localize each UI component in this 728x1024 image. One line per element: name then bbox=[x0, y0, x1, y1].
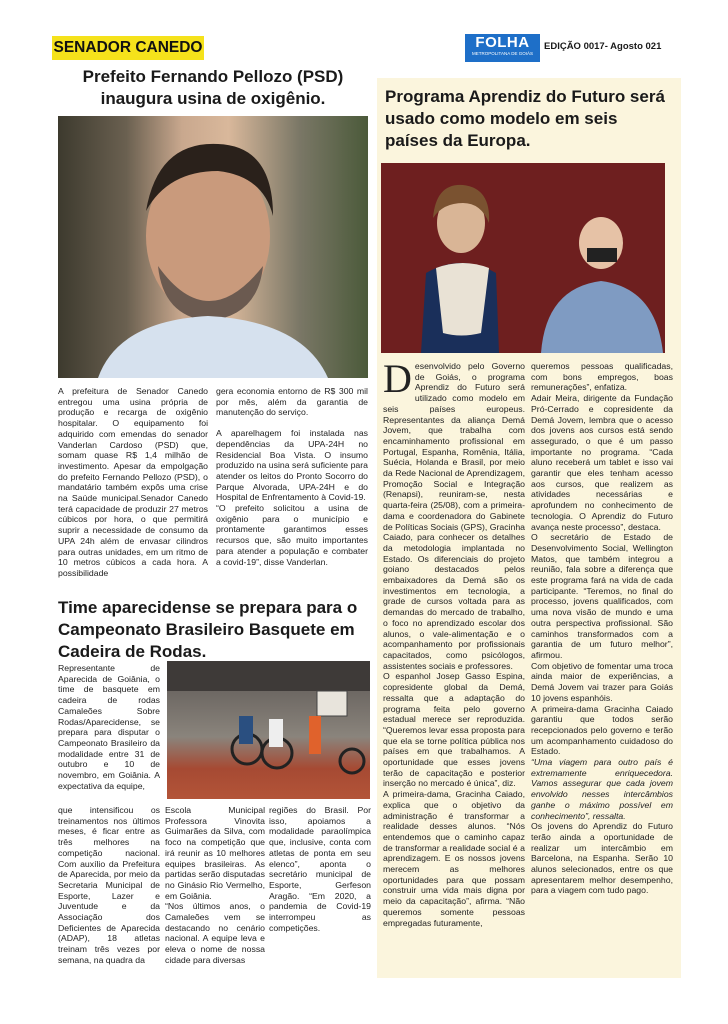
article1-photo-mayor bbox=[58, 116, 368, 378]
article3-paragraph: queremos pessoas qualificadas, com bons empregos, boas remunerações”, enfatiza. bbox=[531, 361, 673, 393]
article1-headline: Prefeito Fernando Pellozo (PSD) inaugura usina de oxigênio. bbox=[82, 67, 344, 108]
article3-paragraph bbox=[383, 356, 525, 671]
article1-paragraph: A prefeitura de Senador Canedo entregou uma usina própria de produção e recarga de oxigênio hospitalar. O equipamento foi adquirido com emendas do senador Vanderlan Cardoso (PSD) que, somam quase R$ 1,4 milhão de investimento. Apesar da empolgação do prefeito Fernando Pellozo (PSD), o mandatário também expôs uma crise na Saúde municipal.Senador Canedo terá capacidade de produzir 27 metros cúbicos por hora, o que permitirá suprir a necessidade de consumo da UPA 24h além de envasar cilindros para outras unidades, em um ritmo de 10 metros cúbicos a cada hora. A possibilidade bbox=[58, 386, 208, 578]
article2-column3 bbox=[269, 805, 371, 933]
article1-paragraph: “O prefeito solicitou a usina de oxigênio para o município e prontamente garantimos esses recursos que, são muito importantes para atender a população e combater a covid-19”, disse Vanderlan. bbox=[216, 503, 368, 567]
article3-dropcap: D bbox=[383, 356, 412, 401]
article2-photo-basketball bbox=[167, 661, 370, 799]
article3-paragraph: O secretário de Estado de Desenvolvimento Social, Wellington Matos, que também integrou a reunião, fala sobre a diferença que este programa fará na vida de cada participante. “Teremos, no final do processo, jovens qualificados, com uma nova visão de mundo e uma outra perspectiva profissional. São caminhos transformados com a garantia de um futuro melhor”, afirmou. bbox=[531, 532, 673, 660]
article2-column1-bottom bbox=[58, 805, 160, 966]
section-tag: SENADOR CANEDO bbox=[52, 36, 204, 60]
article2-column2 bbox=[165, 805, 265, 966]
logo-text: FOLHA bbox=[475, 34, 530, 51]
article3-headline: Programa Aprendiz do Futuro será usado como modelo em seis países da Europa. bbox=[385, 87, 665, 150]
logo-subtext: METROPOLITANA DE GOIÁS bbox=[472, 51, 533, 56]
article1-paragraph: gera economia entorno de R$ 300 mil por mês, além da garantia de manutenção do serviço. bbox=[216, 386, 368, 418]
article3-photo-meeting bbox=[381, 163, 665, 353]
article2-paragraph: Escola Municipal Professora Vinovita Guimarães da Silva, com foco na competição que irá reunir as 10 melhores equipes brasileiras. As partidas serão disputadas no Ginásio Rio Vermelho, em Goiânia. bbox=[165, 805, 265, 901]
article3-paragraph: A primeira-dama, Gracinha Caiado, explica que o objetivo da administração é transformar a realidade desses alunos. “Nós entendemos que o caminho capaz de transformar a realidade social é a aprendizagem. E os nossos jovens merecem as melhores oportunidades para que possam construir uma vida mais digna por meio da capacitação”, afirma. “Não queremos somente pessoas empregadas futuramente, bbox=[383, 789, 525, 928]
article2-paragraph: Representante de Aparecida de Goiânia, o time de basquete em cadeira de rodas Camaleões Sobre Rodas/Aparecidense, se prepara para disputar o Campeonato Brasileiro da modalidade entre 31 de outubro e 10 de novembro, em Goiânia. A expectativa da equipe, bbox=[58, 663, 160, 791]
article2-column1-top bbox=[58, 663, 160, 791]
article3-paragraph: O espanhol Josep Gasso Espina, copresidente global da Demá, ressalta que a adaptação do programa feita pelo governo estadual merece ser reproduzida. “Queremos levar essa proposta para que ela se torne política pública nos países em que trabalhamos. A oportunidade que esses jovens terão de capacitação e posterior inserção no mercado é única”, diz. bbox=[383, 671, 525, 789]
article1-column2 bbox=[216, 386, 368, 567]
article3-column2 bbox=[531, 361, 673, 896]
article1-column1 bbox=[58, 386, 208, 579]
edition-label: EDIÇÃO 0017- Agosto 021 bbox=[544, 41, 662, 52]
article3-paragraph: Os jovens do Aprendiz do Futuro terão ainda a oportunidade de realizar um intercâmbio em Barcelona, na Espanha. Serão 10 alunos selecionados, entre os que apresentarem melhor desempenho, para a viagem com tudo pago. bbox=[531, 821, 673, 896]
article1-paragraph: A aparelhagem foi instalada nas dependências da UPA-24H no Residencial Boa Vista. O insumo produzido na usina será suficiente para atender os leitos do Pronto Socorro do Parque Alvorada, UPA-24H e do Hospital de Enfrentamento à Covid-19. bbox=[216, 428, 368, 503]
article2-paragraph: regiões do Brasil. Por isso, apoiamos a modalidade paraolímpica que, inclusive, conta com atletas de ponta em seu elenco”, aponta o secretário municipal de Esporte, Gerfeson Aragão. “Em 2020, a pandemia de Covid-19 interrompeu as competições. bbox=[269, 805, 371, 933]
article3-paragraph: Adair Meira, dirigente da Fundação Pró-Cerrado e copresidente da Demá Jovem, lembra que o acesso dos jovens aos cursos está sendo assegurado, o que é um passo importante no programa. “Cada aluno receberá um tablet e isso vai garantir que eles tenham acesso aos cursos, que realizem as atividades necessárias e aprofundem no conhecimento de tecnologia. O Aprendiz do Futuro avança neste processo”, destaca. bbox=[531, 393, 673, 532]
article3-column1 bbox=[383, 356, 525, 928]
article3-quote: “Uma viagem para outro país é extremamente enriquecedora. Vamos assegurar que cada jovem envolvido nesses intercâmbios ganhe o máximo possível em conhecimento”, ressalta. bbox=[531, 757, 673, 821]
article3-paragraph: Com objetivo de fomentar uma troca ainda maior de experiências, a Demá Jovem vai trazer para Goiás 10 jovens espanhóis. bbox=[531, 660, 673, 703]
article3-lead-text: esenvolvido pelo Governo de Goiás, o programa Aprendiz do Futuro será utilizado como modelo em seis países europeus. Representantes da aliança Demá Jovem, que trabalha com encaminhamento profissional em Portugal, Espanha, Romênia, Itália, Suécia, Holanda e Brasil, por meio da Rede Nacional de Aprendizagem, Promoção Social e Integração (Renapsi), reuniram-se, nesta quarta-feira (25/08), com a primeira-dama e coordenadora do Gabinete de Políticas Sociais (GPS), Gracinha Caiado, para conhecer os detalhes da metodologia implantada no Estado. Os diferenciais do projeto goiano destacados pelos embaixadores da Demá são os investimentos em tecnologia, a grade de cursos voltada para as demandas do mercado de trabalho, o foco no aprendizado escolar dos alunos, o vale-alimentação e o acompanhamento por profissionais capacitados, como psicólogos, assistentes sociais e professores. bbox=[383, 361, 525, 671]
article2-headline: Time aparecidense se prepara para o Campeonato Brasileiro Basquete em Cadeira de Rodas. bbox=[58, 598, 358, 661]
article2-paragraph: que intensificou os treinamentos nos últimos meses, é ficar entre as três melhores na competição nacional. Com auxílio da Prefeitura de Aparecida, por meio da Secretaria Municipal de Esporte, Lazer e Juventude e da Associação dos Deficientes de Aparecida (ADAP), 18 atletas treinam três vezes por semana, na quadra da bbox=[58, 805, 160, 965]
article2-paragraph: “Nos últimos anos, o Camaleões vem se destacando no cenário nacional. A equipe leva e eleva o nome de nossa cidade para diversas bbox=[165, 901, 265, 965]
article3-paragraph: A primeira-dama Gracinha Caiado garantiu que todos serão recepcionados pelo governo e terão um acompanhamento cuidadoso do Estado. bbox=[531, 703, 673, 757]
newspaper-logo bbox=[465, 34, 540, 62]
